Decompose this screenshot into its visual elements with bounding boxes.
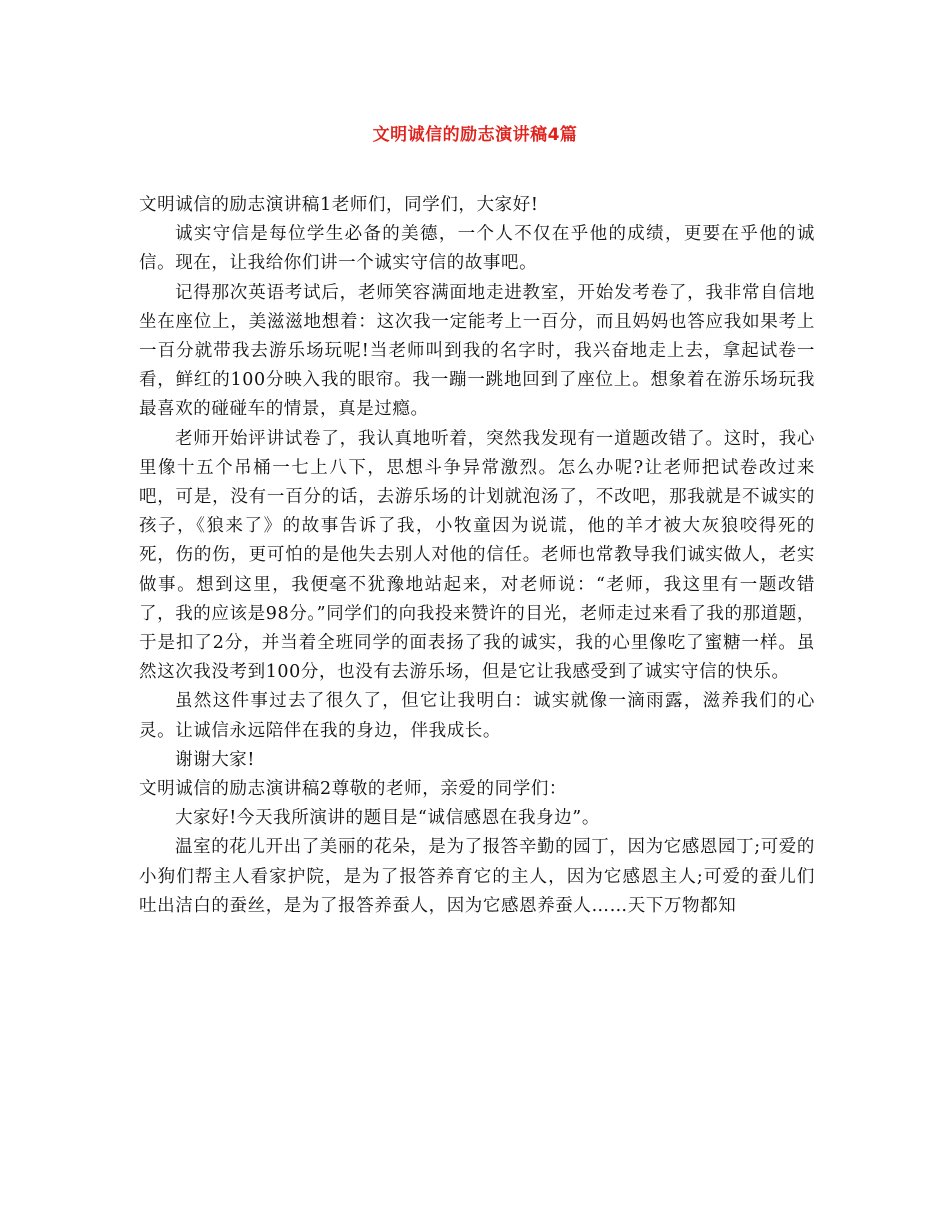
paragraph: 文明诚信的励志演讲稿2尊敬的老师，亲爱的同学们：	[139, 779, 568, 800]
paragraph: 温室的花儿开出了美丽的花朵，是为了报答辛勤的园丁，因为它感恩园丁;可爱的小狗们帮主人看家护院，是为了报答养育它的主人，因为它感恩主人;可爱的蚕儿们吐出洁白的蚕丝，是为了报答养蚕人，因为它感恩养蚕人……天下万物都知	[139, 837, 815, 916]
paragraph: 虽然这件事过去了很久了，但它让我明白：诚实就像一滴雨露，滋养我们的心灵。让诚信永远陪伴在我的身边，伴我成长。	[139, 691, 815, 741]
paragraph: 记得那次英语考试后，老师笑容满面地走进教室，开始发考卷了，我非常自信地坐在座位上，美滋滋地想着：这次我一定能考上一百分，而且妈妈也答应我如果考上一百分就带我去游乐场玩呢!当老师叫到我的名字时，我兴奋地走上去，拿起试卷一看，鲜红的100分映入我的眼帘。我一蹦一跳地回到了座位上。想象着在游乐场玩我最喜欢的碰碰车的情景，真是过瘾。	[139, 282, 815, 420]
paragraph: 诚实守信是每位学生必备的美德，一个人不仅在乎他的成绩，更要在乎他的诚信。现在，让我给你们讲一个诚实守信的故事吧。	[139, 224, 815, 274]
paragraph: 老师开始评讲试卷了，我认真地听着，突然我发现有一道题改错了。这时，我心里像十五个吊桶一七上八下，思想斗争异常激烈。怎么办呢?让老师把试卷改过来吧，可是，没有一百分的话，去游乐场的计划就泡汤了，不改吧，那我就是不诚实的孩子，《狼来了》的故事告诉了我，小牧童因为说谎，他的羊才被大灰狼咬得死的死，伤的伤，更可怕的是他失去别人对他的信任。老师也常教导我们诚实做人，老实做事。想到这里，我便毫不犹豫地站起来，对老师说：“老师，我这里有一题改错了，我的应该是98分。”同学们的向我投来赞许的目光，老师走过来看了我的那道题，于是扣了2分，并当着全班同学的面表扬了我的诚实，我的心里像吃了蜜糖一样。虽然这次我没考到100分，也没有去游乐场，但是它让我感受到了诚实守信的快乐。	[139, 428, 815, 683]
document-body	[139, 191, 815, 921]
document-title: 文明诚信的励志演讲稿4篇	[372, 125, 578, 145]
paragraph: 谢谢大家!	[175, 749, 256, 770]
paragraph: 文明诚信的励志演讲稿1老师们，同学们，大家好!	[139, 195, 539, 215]
paragraph: 大家好!今天我所演讲的题目是“诚信感恩在我身边”。	[175, 808, 600, 829]
